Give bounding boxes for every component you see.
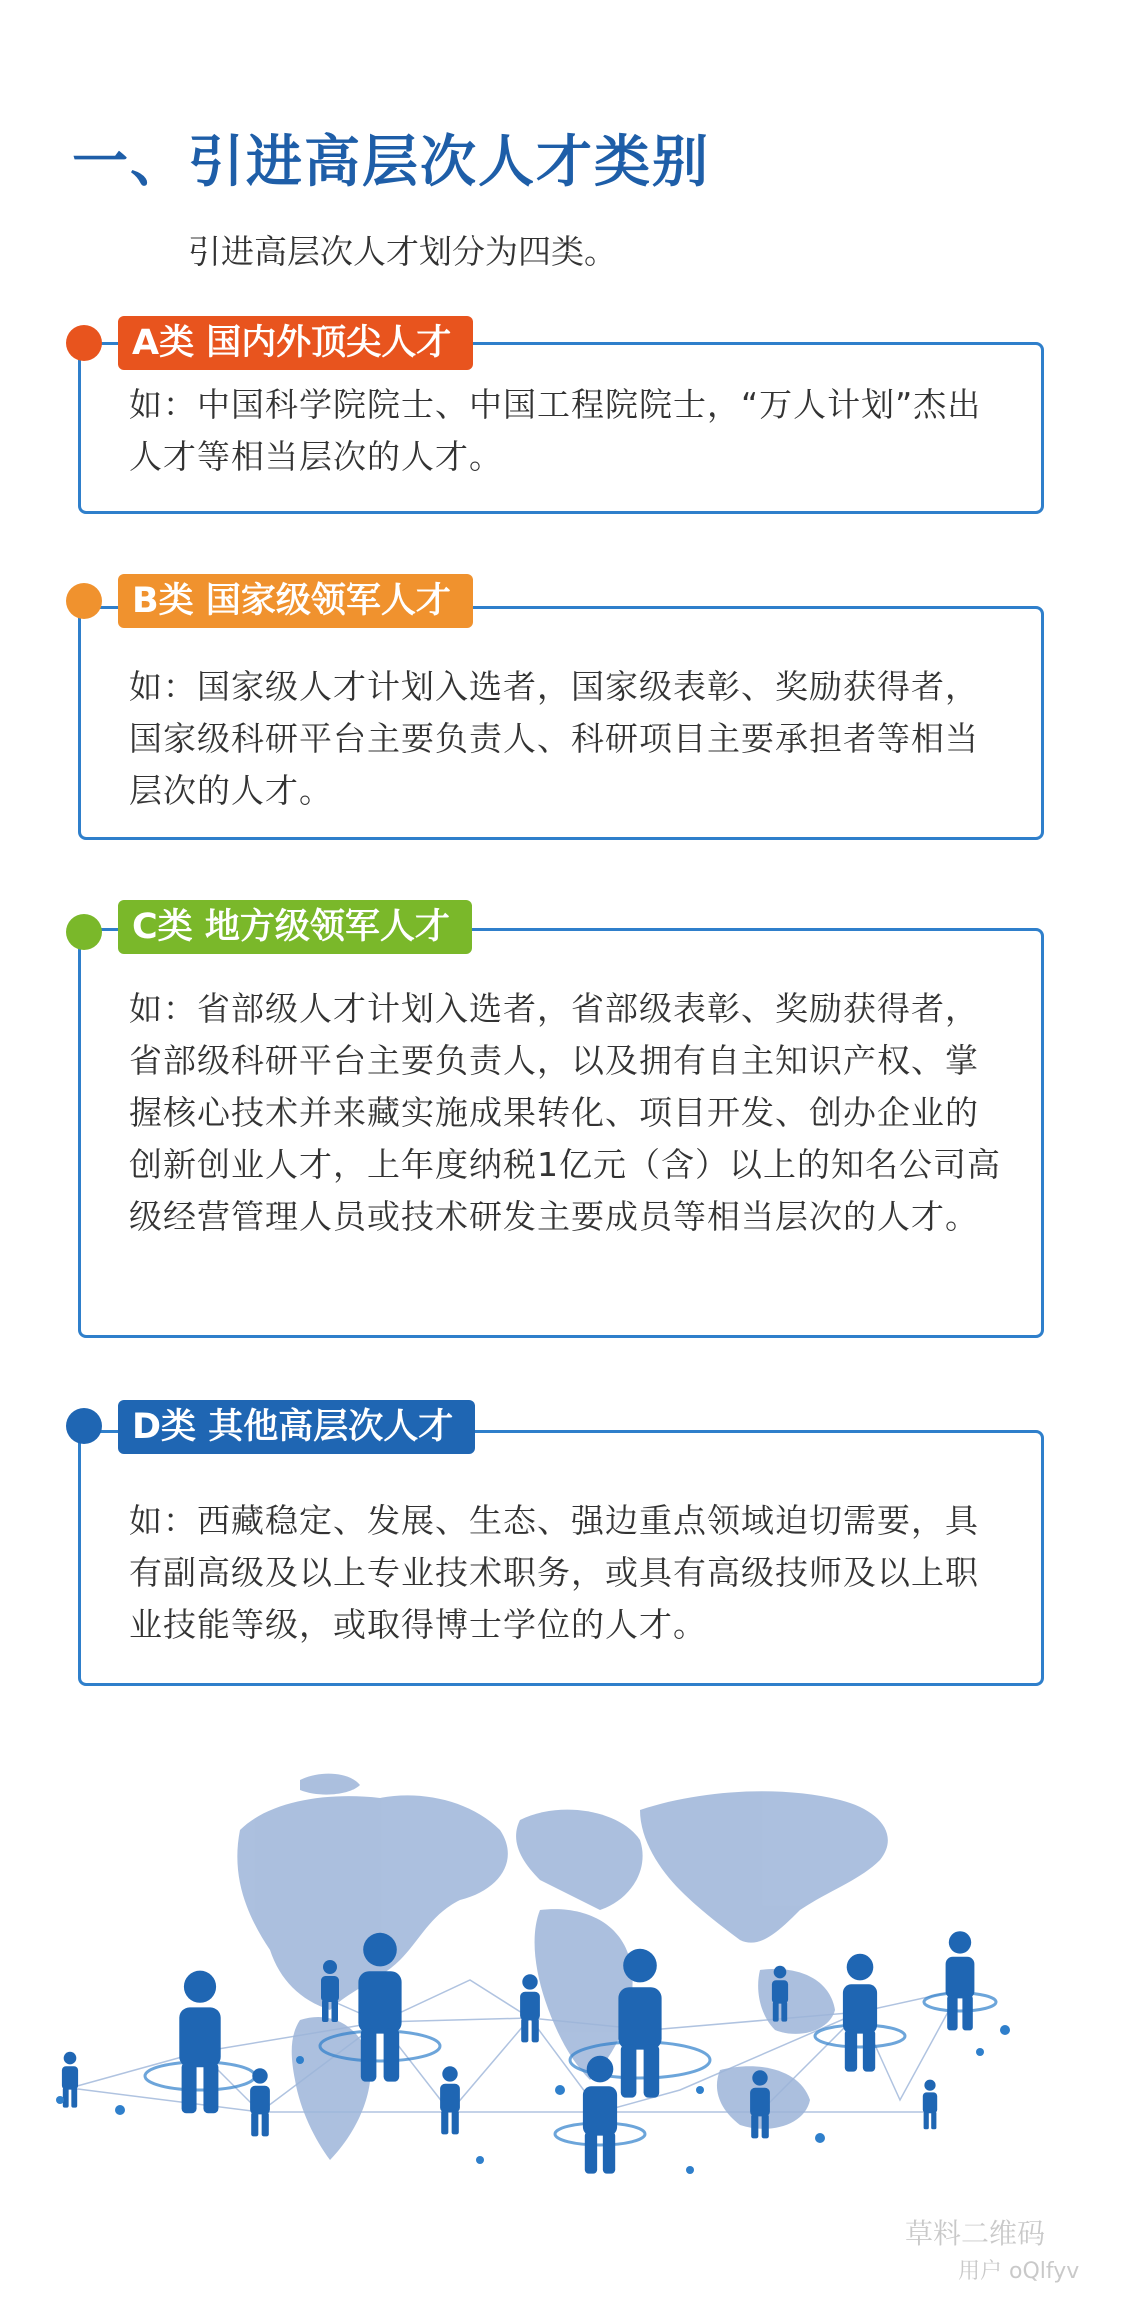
category-b-text: 如：国家级人才计划入选者，国家级表彰、奖励获得者，国家级科研平台主要负责人、科研项目主要承担者等相当层次的人才。 — [129, 667, 979, 810]
watermark-user: 用户 oQlfyv — [958, 2259, 1080, 2284]
category-c-tag: C类 地方级领军人才 — [118, 900, 472, 954]
category-a-tag: A类 国内外顶尖人才 — [118, 316, 473, 370]
watermark-brand: 草料二维码 — [905, 2217, 1046, 2250]
person-icon — [62, 1931, 975, 2173]
category-b-tag: B类 国家级领军人才 — [118, 574, 473, 628]
category-card-d — [78, 1430, 1044, 1686]
bullet-icon — [66, 583, 102, 619]
bullet-icon — [66, 1408, 102, 1444]
page-title: 一、引进高层次人才类别 — [72, 130, 710, 195]
bullet-icon — [66, 325, 102, 361]
category-card-c — [78, 928, 1044, 1338]
category-a-text: 如：中国科学院院士、中国工程院院士，“万人计划”杰出人才等相当层次的人才。 — [129, 385, 982, 476]
category-d-tag: D类 其他高层次人才 — [118, 1400, 475, 1454]
category-card-b — [78, 606, 1044, 840]
category-d-text: 如：西藏稳定、发展、生态、强边重点领域迫切需要，具有副高级及以上专业技术职务，或具有高级技师及以上职业技能等级，或取得博士学位的人才。 — [129, 1501, 979, 1644]
category-c-text: 如：省部级人才计划入选者，省部级表彰、奖励获得者，省部级科研平台主要负责人，以及拥有自主知识产权、掌握核心技术并来藏实施成果转化、项目开发、创办企业的创新创业人才，上年度纳税1亿元（含）以上的知名公司高级经营管理人员或技术研发主要成员等相当层次的人才。 — [129, 989, 1001, 1236]
bullet-icon — [66, 914, 102, 950]
intro-text: 引进高层次人才划分为四类。 — [188, 232, 617, 271]
